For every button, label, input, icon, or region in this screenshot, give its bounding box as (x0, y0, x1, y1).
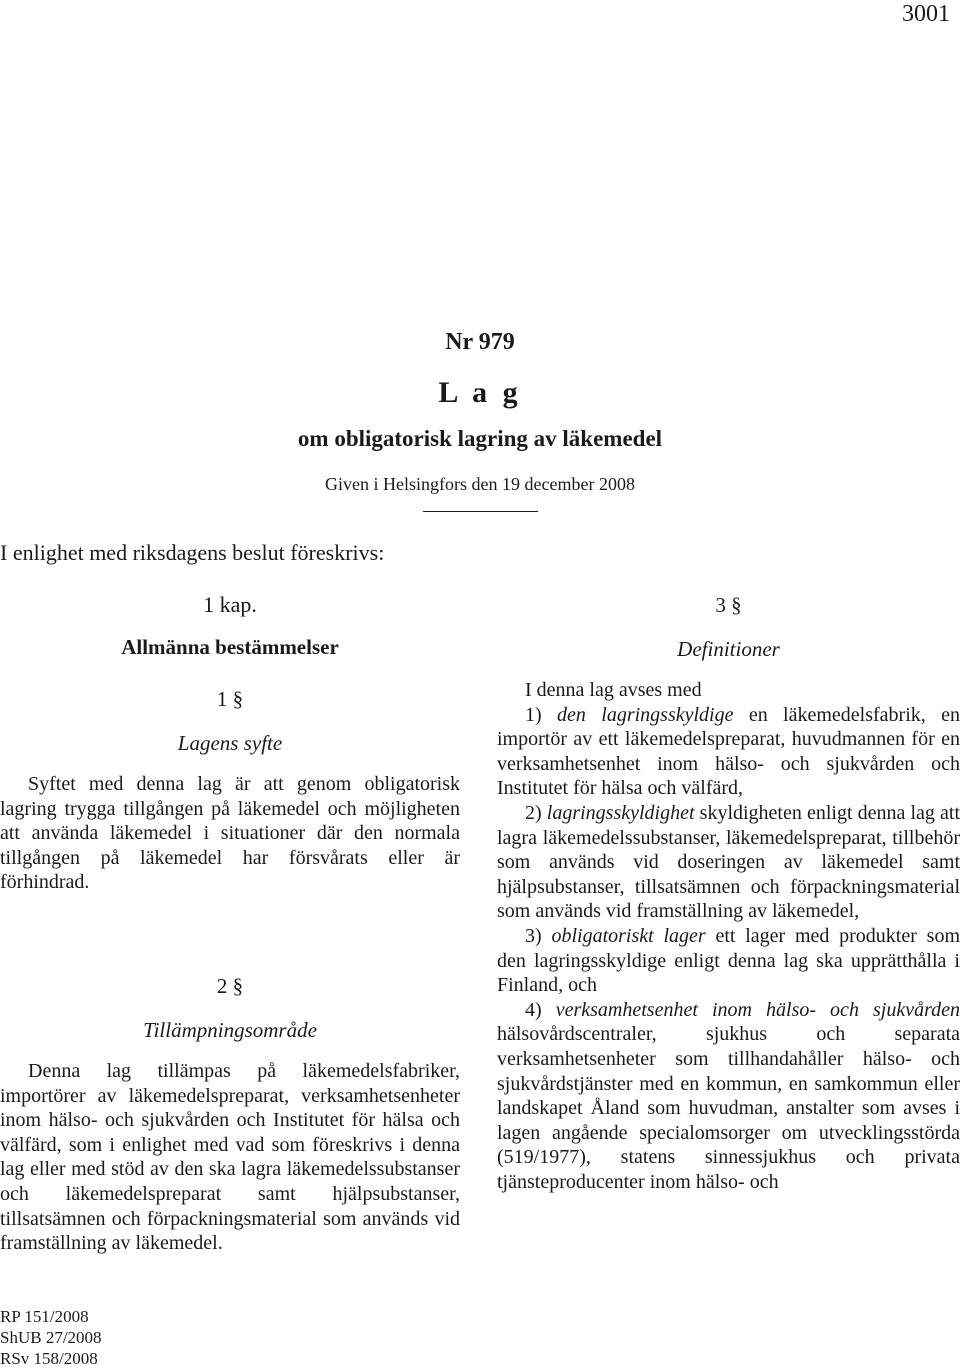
section-1-title: Lagens syfte (177, 731, 283, 755)
section-3-intro: I denna lag avses med (525, 679, 702, 701)
preamble: I enlighet med riksdagens beslut föreskrivs: (0, 540, 385, 565)
legislative-references (0, 1306, 102, 1369)
definition-term: obligatoriskt lager (551, 924, 706, 947)
definition-item: 2) lagringsskyldighet skyldigheten enligt denna lag att lagra läkemedelssubstanser, läkemedelspreparat, tillbehör som används vid doseringen av läkemedel samt hjälpsubstanser, tillsatsämnen och förpackningsmaterial som används vid framställning av läkemedel, (497, 801, 960, 923)
section-1-text: Syftet med denna lag är att genom obligatorisk lagring trygga tillgången på läkemedel och möjligheten att använda läkemedel i situationer där den normala tillgången på läkemedel har försvårats eller är förhindrad. (0, 773, 460, 894)
chapter-title: Allmänna bestämmelser (121, 635, 339, 659)
right-column (497, 592, 960, 1194)
section-1-number: 1 § (216, 687, 244, 711)
law-title: om obligatorisk lagring av läkemedel (297, 426, 663, 451)
definition-term: den lagringsskyldige (557, 703, 734, 726)
section-3-title: Definitioner (677, 637, 780, 661)
section-3-number: 3 § (715, 593, 742, 617)
section-2-text: Denna lag tillämpas på läkemedelsfabriker, importörer av läkemedelspreparat, verksamhetsenheter inom hälso- och sjukvården och Institutet för hälsa och välfärd, som i enlighet med vad som föreskrivs i denna lag eller med stöd av den ska lagra läkemedelssubstanser och läkemedelspreparat samt hjälpsubstanser, tillsatsämnen och förpackningsmaterial som används vid framställning av läkemedel. (0, 1059, 460, 1255)
left-column (0, 592, 460, 1256)
section-2-number: 2 § (216, 973, 244, 998)
law-number: Nr 979 (445, 329, 515, 355)
definition-term: lagringsskyldighet (546, 801, 695, 824)
header-divider (423, 511, 538, 512)
definition-item: 1) den lagringsskyldige en läkemedelsfabrik, en importör av ett läkemedelspreparat, huvudmannen för en verksamhetsenhet inom hälso- och sjukvården och Institutet för hälsa och välfärd, (497, 703, 960, 800)
reference-rp: RP 151/2008 (0, 1307, 89, 1326)
section-2-title: Tillämpningsområde (143, 1017, 317, 1042)
reference-rsv: RSv 158/2008 (0, 1349, 98, 1368)
page-number: 3001 (902, 1, 950, 27)
definition-item: 4) verksamhetsenhet inom hälso- och sjukvården hälsovårdscentraler, sjukhus och separata verksamhetsenheter som tillhandahåller hälso- och sjukvårdstjänster med en kommun, en samkommun eller landskapet Åland som huvudman, anstalter som avses i lagen angående specialomsorger om utvecklingsstörda (519/1977), statens sinnessjukhus och privata tjänsteproducenter inom hälso- och (497, 998, 960, 1193)
law-given-line: Given i Helsingfors den 19 december 2008 (325, 474, 635, 494)
reference-shub: ShUB 27/2008 (0, 1328, 102, 1347)
definition-term: verksamhetsenhet inom hälso- och sjukvården (555, 998, 960, 1021)
definition-item: 3) obligatoriskt lager ett lager med produkter som den lagringsskyldige enligt denna lag ska upprätthålla i Finland, och (497, 924, 960, 997)
chapter-label: 1 kap. (203, 592, 257, 617)
law-type-heading: L a g (438, 376, 522, 409)
